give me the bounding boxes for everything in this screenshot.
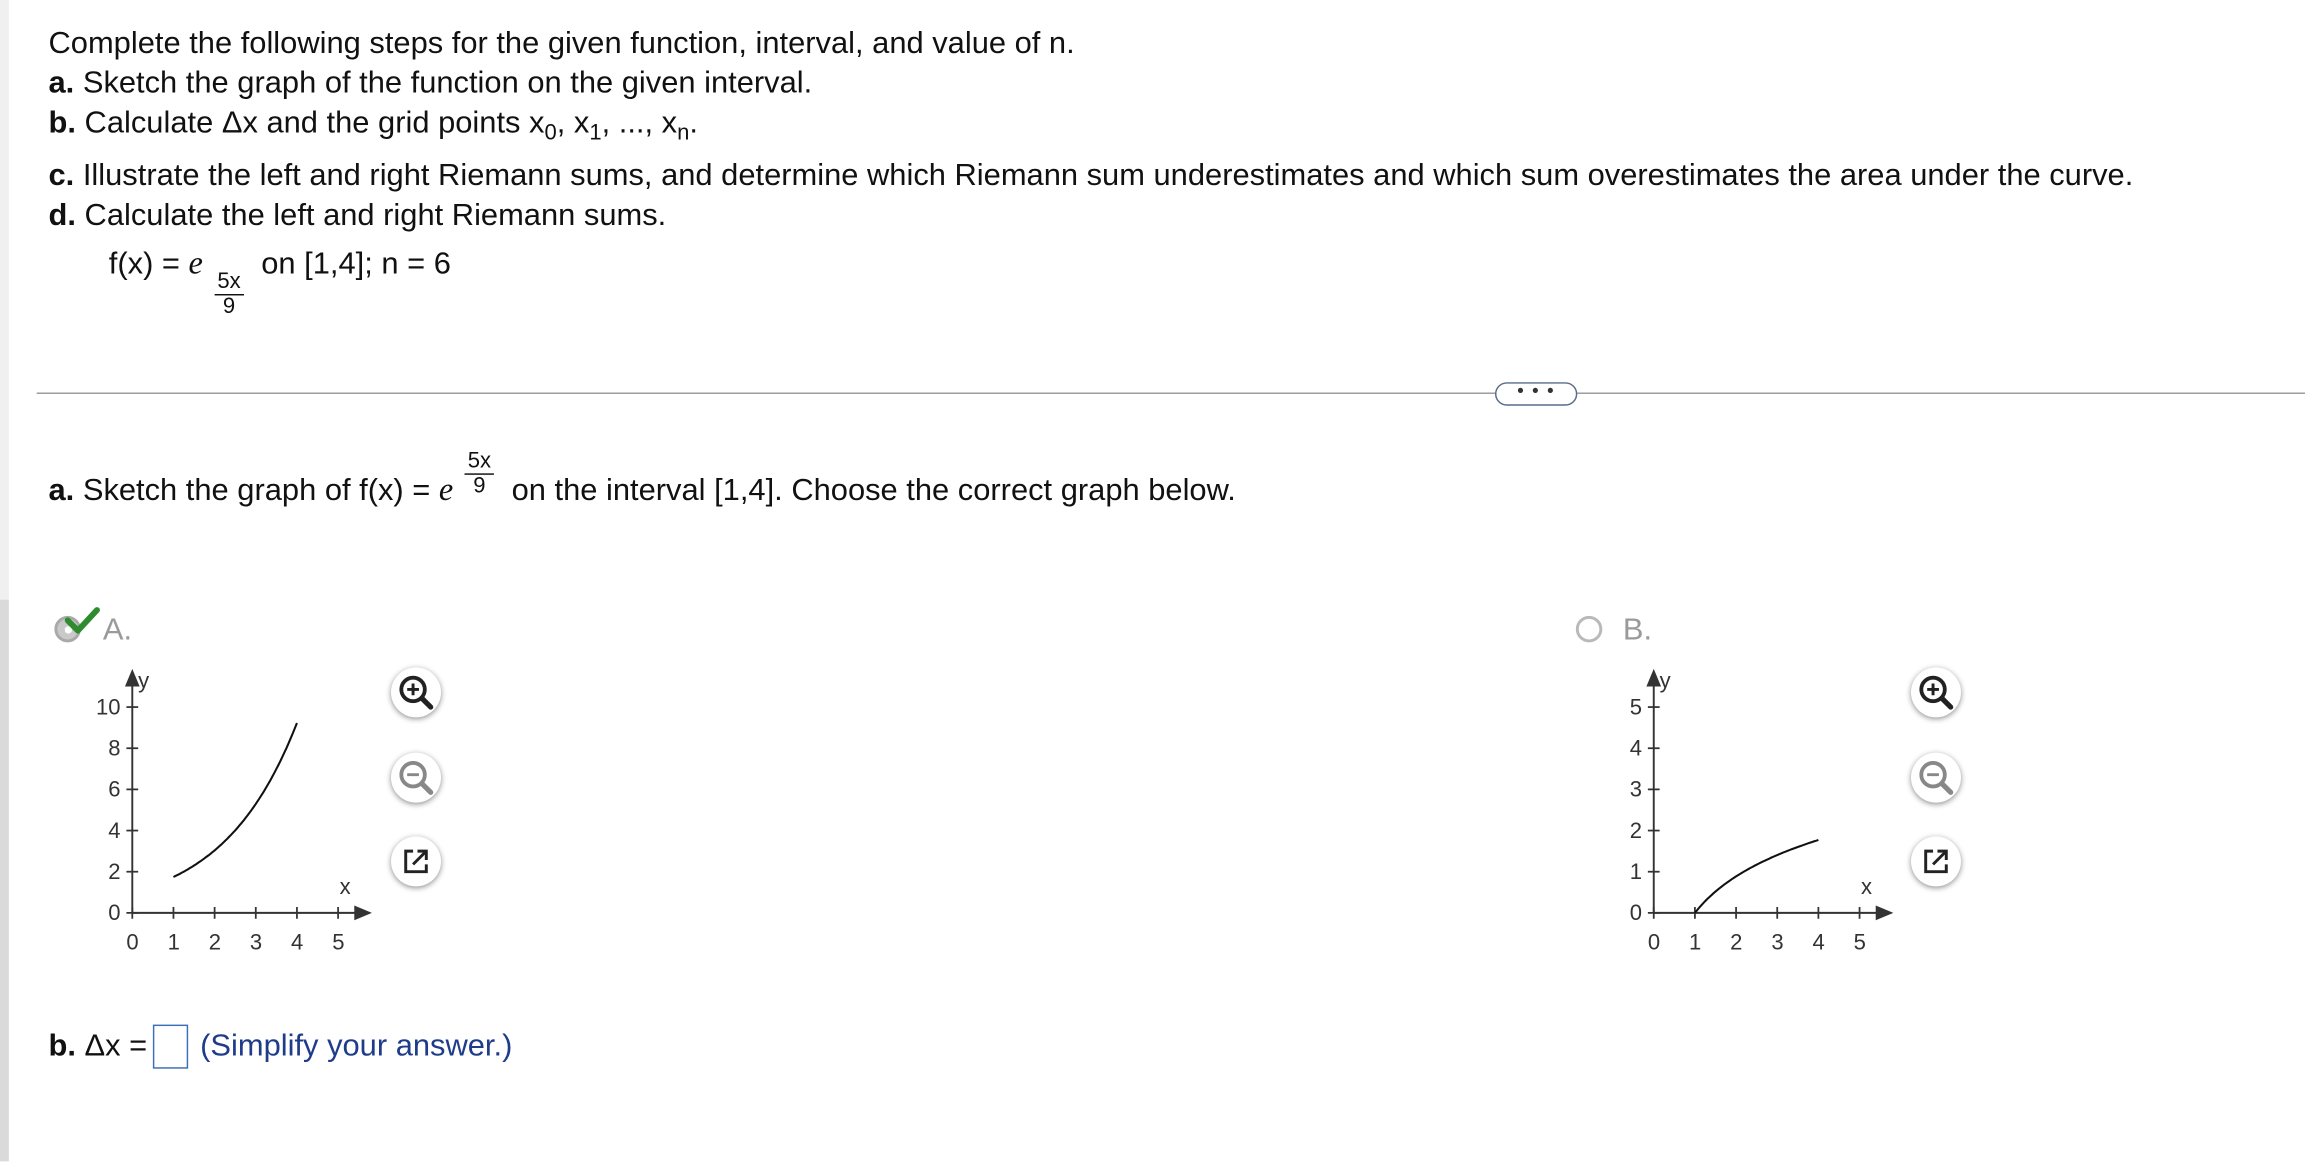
sep-2: , ..., x bbox=[601, 105, 678, 140]
step-c-text: Illustrate the left and right Riemann sums, and determine which Riemann sum underestimates and which sum overestimates the area under the curve. bbox=[82, 158, 2134, 193]
exponent-denominator: 9 bbox=[222, 294, 236, 319]
zoom-out-button[interactable] bbox=[391, 753, 441, 803]
intro-text: Complete the following steps for the given function, interval, and value of n. bbox=[48, 26, 1075, 61]
step-d-label: d. bbox=[48, 198, 76, 233]
step-d-text: Calculate the left and right Riemann sums. bbox=[84, 198, 667, 233]
x-tick-label: 2 bbox=[208, 929, 222, 955]
y-tick-label: 5 bbox=[1629, 694, 1642, 720]
part-b-label: b. bbox=[48, 1029, 76, 1063]
y-tick-label: 10 bbox=[96, 694, 121, 720]
x-tick-label: 1 bbox=[167, 929, 180, 955]
y-tick-label: 6 bbox=[108, 776, 121, 802]
x-tick-label: 3 bbox=[1771, 929, 1784, 955]
sub-0: 0 bbox=[544, 120, 557, 146]
function-exponent bbox=[214, 270, 243, 319]
zoom-out-icon bbox=[391, 753, 441, 803]
option-b-radio[interactable] bbox=[1576, 616, 1602, 642]
y-tick-label: 2 bbox=[1629, 817, 1642, 843]
function-interval: on [1,4]; n = 6 bbox=[261, 246, 451, 281]
option-a-graph bbox=[74, 662, 390, 956]
x-axis-label: x bbox=[339, 873, 351, 899]
zoom-out-icon bbox=[1911, 753, 1961, 803]
step-a-text: Sketch the graph of the function on the given interval. bbox=[82, 66, 813, 100]
step-a-label: a. bbox=[48, 66, 75, 100]
function-lhs: f(x) = bbox=[108, 246, 180, 281]
zoom-in-button[interactable] bbox=[391, 667, 441, 717]
part-a-base: e bbox=[438, 470, 454, 508]
sub-1: 1 bbox=[589, 120, 602, 146]
popout-icon bbox=[1911, 836, 1961, 886]
y-tick-label: 8 bbox=[108, 735, 121, 761]
zoom-in-icon bbox=[391, 667, 441, 717]
y-tick-label: 4 bbox=[1629, 735, 1642, 761]
step-a bbox=[49, 63, 2134, 103]
part-b-prompt bbox=[49, 1025, 513, 1069]
show-more-button[interactable]: • • • bbox=[1495, 382, 1577, 406]
part-a-exponent-denominator: 9 bbox=[473, 473, 486, 499]
part-a-exponent-numerator: 5x bbox=[465, 450, 494, 475]
step-d bbox=[49, 196, 2134, 236]
option-b-graph bbox=[1595, 662, 1911, 956]
part-a-prompt bbox=[48, 448, 1236, 508]
part-b-lhs: Δx = bbox=[84, 1029, 148, 1063]
y-tick-label: 0 bbox=[108, 900, 121, 926]
x-tick-label: 3 bbox=[249, 929, 263, 955]
x-axis-label: x bbox=[1861, 873, 1873, 899]
x-tick-label: 1 bbox=[1689, 929, 1702, 955]
part-a-exponent bbox=[465, 450, 494, 499]
function-definition bbox=[108, 244, 451, 319]
x-tick-label: 0 bbox=[1647, 929, 1661, 955]
exponent-numerator: 5x bbox=[214, 270, 243, 295]
y-tick-label: 0 bbox=[1629, 900, 1642, 926]
checkmark-icon bbox=[65, 606, 100, 635]
popout-icon bbox=[391, 836, 441, 886]
delta-x-answer-input[interactable] bbox=[153, 1025, 188, 1069]
y-tick-label: 3 bbox=[1629, 776, 1642, 802]
sub-n: n bbox=[677, 120, 690, 146]
option-b-label[interactable]: B. bbox=[1622, 612, 1653, 647]
question-instructions bbox=[49, 24, 2134, 236]
popout-button[interactable] bbox=[1911, 836, 1961, 886]
sep-1: , x bbox=[556, 105, 590, 140]
x-tick-label: 4 bbox=[291, 929, 304, 955]
simplify-hint: (Simplify your answer.) bbox=[200, 1029, 513, 1063]
popout-button[interactable] bbox=[391, 836, 441, 886]
function-base: e bbox=[188, 244, 203, 281]
zoom-in-icon bbox=[1911, 667, 1961, 717]
option-a-label[interactable]: A. bbox=[102, 612, 133, 647]
x-tick-label: 5 bbox=[332, 929, 345, 955]
section-marker bbox=[0, 600, 9, 1162]
x-tick-label: 2 bbox=[1730, 929, 1743, 955]
option-a-curve bbox=[173, 723, 296, 877]
step-c bbox=[49, 156, 2134, 196]
x-tick-label: 5 bbox=[1853, 929, 1866, 955]
step-b bbox=[48, 103, 2134, 146]
step-b-end: . bbox=[689, 105, 698, 140]
section-divider bbox=[37, 392, 2305, 393]
y-axis-label: y bbox=[1659, 667, 1671, 693]
part-a-text-post: on the interval [1,4]. Choose the correct graph below. bbox=[511, 473, 1236, 508]
y-axis-label: y bbox=[138, 667, 150, 693]
part-a-text: Sketch the graph of f(x) = bbox=[82, 473, 431, 508]
y-tick-label: 2 bbox=[108, 859, 121, 885]
zoom-out-button[interactable] bbox=[1911, 753, 1961, 803]
zoom-in-button[interactable] bbox=[1911, 667, 1961, 717]
y-tick-label: 4 bbox=[108, 817, 121, 843]
part-a-label: a. bbox=[48, 473, 75, 508]
left-scroll-rule bbox=[0, 0, 9, 1161]
y-tick-label: 1 bbox=[1629, 859, 1642, 885]
x-tick-label: 4 bbox=[1812, 929, 1825, 955]
x-tick-label: 0 bbox=[126, 929, 139, 955]
step-b-label: b. bbox=[48, 105, 76, 140]
option-b-curve bbox=[1695, 840, 1818, 913]
step-b-text: Calculate Δx and the grid points x bbox=[84, 105, 545, 140]
step-c-label: c. bbox=[48, 158, 75, 193]
